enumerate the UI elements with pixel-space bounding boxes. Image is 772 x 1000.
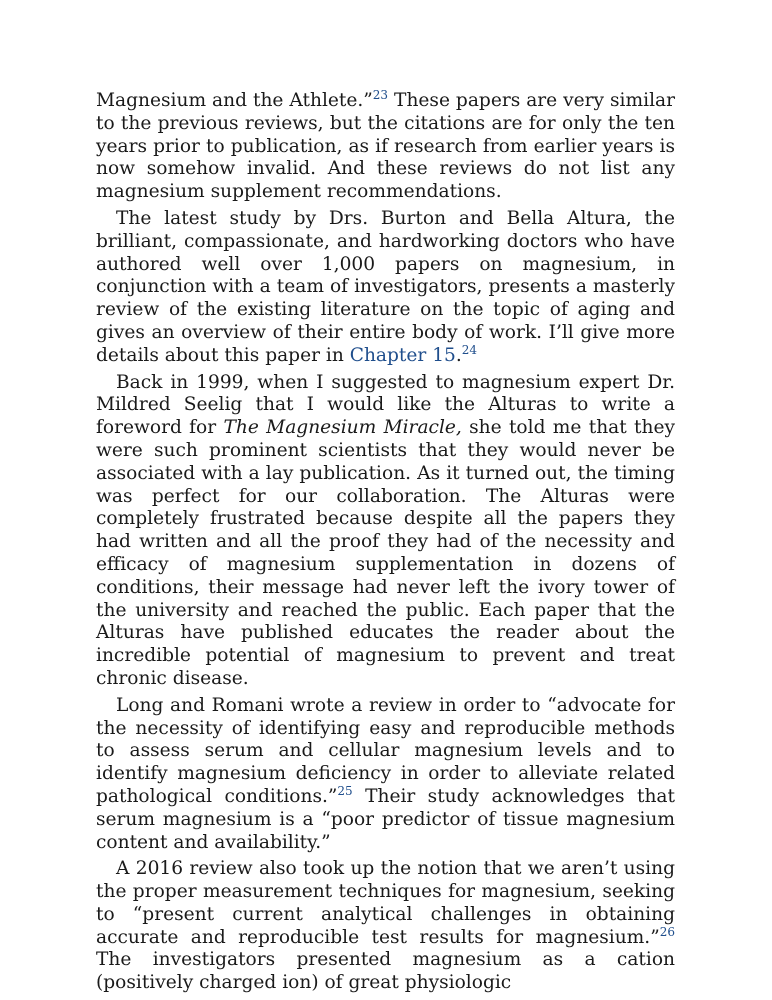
paragraph-2-text-b: . bbox=[455, 344, 462, 366]
paragraph-1-text-b: These papers are very similar to the previous reviews, but the citations are for only the ten years prior to publication, as if research from earlier years is now somehow invalid. And these reviews do not list any magnesium supplement recommendations. bbox=[96, 90, 676, 203]
paragraph-1-text-a: Magnesium and the Athlete.” bbox=[96, 90, 373, 111]
footnote-ref-24[interactable]: 24 bbox=[461, 342, 478, 357]
paragraph-2 bbox=[96, 208, 675, 368]
footnote-ref-23[interactable]: 23 bbox=[372, 87, 389, 102]
paragraph-4-text-a: Long and Romani wrote a review in order to “advocate for the necessity of identifying easy and reproducible methods to assess serum and cellular magnesium levels and to identify magnesium deficiency in order to alleviate related pathological conditions.” bbox=[96, 694, 675, 807]
paragraph-3-text-b: she told me that they were such prominent scientists that they would never be associated with a lay publication. As it turned out, the timing was perfect for our collaboration. The Alturas were completely frustrated because despite all the papers they had written and all the proof they had of the necessity and efficacy of magnesium supplementation in dozens of conditions, their message had never left the ivory tower of the university and reached the public. Each paper that the Alturas have published educates the reader about the incredible potential of magnesium to prevent and treat chronic disease. bbox=[96, 417, 676, 689]
paragraph-5-text-a: A 2016 review also took up the notion that we aren’t using the proper measurement techniques for magnesium, seeking to “present current analytical challenges in obtaining accurate and reproducible test results for magnesium.” bbox=[96, 858, 675, 948]
paragraph-4-text-b: Their study acknowledges that serum magnesium is a “poor predictor of tissue magnesium content and availability.” bbox=[96, 785, 675, 853]
paragraph-5 bbox=[96, 858, 675, 995]
paragraph-3 bbox=[96, 372, 675, 691]
paragraph-3-text-a: Back in 1999, when I suggested to magnesium expert Dr. Mildred Seelig that I would like the Alturas to write a foreword for bbox=[96, 371, 675, 439]
footnote-ref-26[interactable]: 26 bbox=[659, 924, 675, 939]
chapter-15-link[interactable]: Chapter 15 bbox=[349, 344, 456, 366]
paragraph-4 bbox=[96, 695, 675, 855]
paragraph-2-text-a: The latest study by Drs. Burton and Bella Altura, the brilliant, compassionate, and hardworking doctors who have authored well over 1,000 papers on magnesium, in conjunction with a team of investigators, presents a masterly review of the existing literature on the topic of aging and gives an overview of their entire body of work. I’ll give more details about this paper in bbox=[96, 207, 675, 366]
page-body bbox=[96, 87, 676, 999]
book-title: The Magnesium Miracle, bbox=[223, 417, 462, 439]
paragraph-5-text-b: The investigators presented magnesium as a cation (positively charged ion) of great physiologic bbox=[96, 949, 675, 994]
paragraph-1 bbox=[96, 87, 676, 204]
footnote-ref-25[interactable]: 25 bbox=[337, 783, 353, 798]
